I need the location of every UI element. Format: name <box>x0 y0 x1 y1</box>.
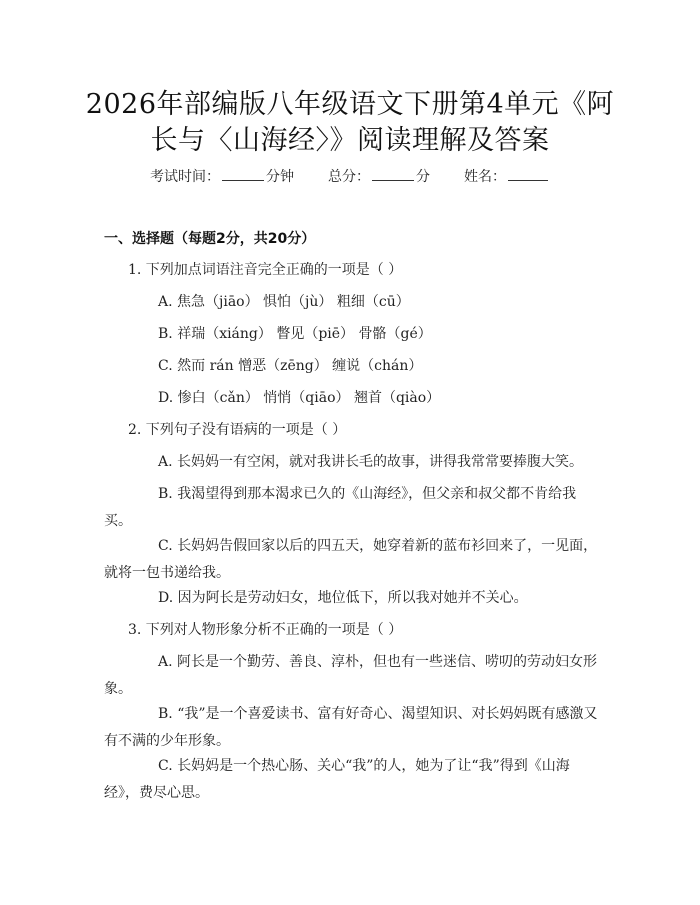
student-name-label: 姓名： <box>464 169 506 185</box>
exam-info <box>0 166 700 186</box>
total-score-field <box>328 166 430 186</box>
question-3-stem: 3. 下列对人物形象分析不正确的一项是（ ） <box>128 622 403 638</box>
question-2-option-b: B. 我渴望得到那本渴求已久的《山海经》，但父亲和叔父都不肯给我买。 <box>104 486 577 529</box>
student-name-field <box>464 166 550 186</box>
exam-time-field <box>150 166 294 186</box>
document-title-line-2: 长与〈山海经〉》阅读理解及答案 <box>150 125 550 156</box>
section-heading: 一、选择题（每题2分，共20分） <box>104 231 316 247</box>
question-1-option-d: D. 惨白（cǎn） 悄悄（qiāo） 翘首（qiào） <box>158 390 441 406</box>
question-1-option-a: A. 焦急（jiāo） 惧怕（jù） 粗细（cū） <box>158 294 410 310</box>
student-name-blank[interactable] <box>508 166 548 181</box>
exam-time-blank[interactable] <box>222 166 264 181</box>
question-2-stem: 2. 下列句子没有语病的一项是（ ） <box>128 422 347 438</box>
question-1-option-c: C. 然而 rán 憎恶（zēng） 缠说（chán） <box>158 358 423 374</box>
question-3-option-a: A. 阿长是一个勤劳、善良、淳朴，但也有一些迷信、唠叨的劳动妇女形象。 <box>104 654 598 697</box>
question-1-stem: 1. 下列加点词语注音完全正确的一项是（ ） <box>128 262 403 278</box>
question-3-option-c: C. 长妈妈是一个热心肠、关心“我”的人，她为了让“我”得到《山海经》，费尽心思。 <box>104 758 570 801</box>
total-score-label: 总分： <box>328 169 370 185</box>
total-score-blank[interactable] <box>372 166 414 181</box>
question-2-option-d: D. 因为阿长是劳动妇女，地位低下，所以我对她并不关心。 <box>158 590 528 606</box>
exam-time-unit: 分钟 <box>266 169 294 185</box>
document-title-line-1: 2026年部编版八年级语文下册第4单元《阿 <box>85 89 615 120</box>
question-2-option-a: A. 长妈妈一有空闲，就对我讲长毛的故事，讲得我常常要捧腹大笑。 <box>158 454 584 470</box>
question-2-option-c: C. 长妈妈告假回家以后的四五天，她穿着新的蓝布衫回来了，一见面，就将一包书递给我。 <box>104 538 598 581</box>
question-3-option-b: B. “我”是一个喜爱读书、富有好奇心、渴望知识、对长妈妈既有感激又有不满的少年形象。 <box>104 706 598 749</box>
total-score-unit: 分 <box>416 169 430 185</box>
question-1-option-b: B. 祥瑞（xiáng） 瞥见（piē） 骨骼（gé） <box>158 326 432 342</box>
exam-time-label: 考试时间： <box>150 169 220 185</box>
